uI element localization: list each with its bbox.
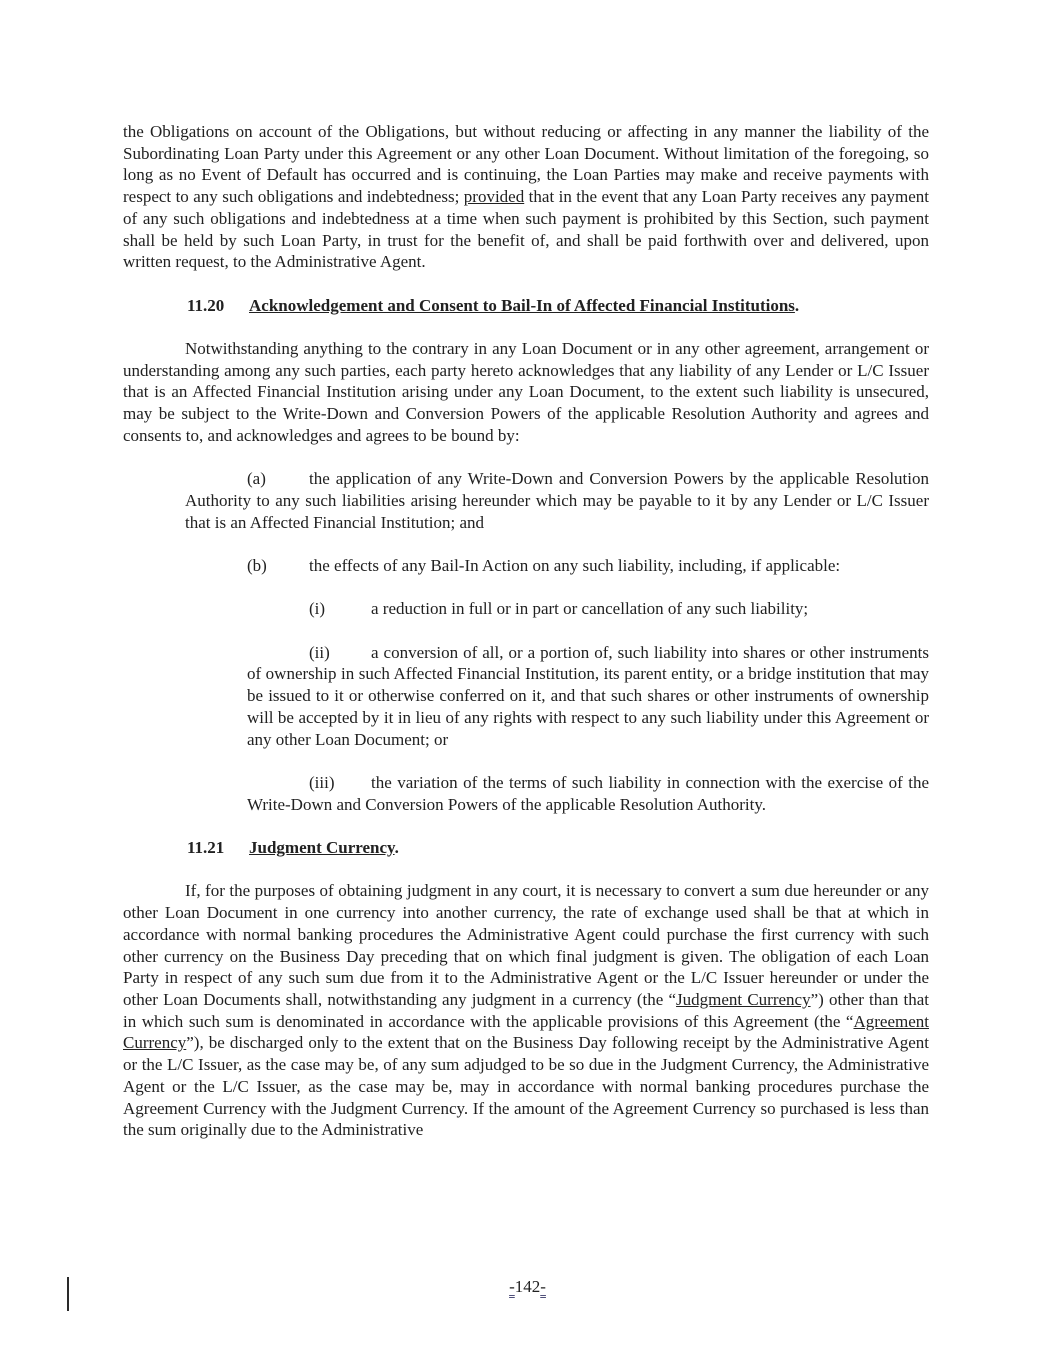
section-title: Judgment Currency [249,838,395,858]
section-heading-11-21 [123,837,929,859]
section-number: 11.20 [187,295,225,315]
section-period: . [394,838,399,858]
list-item-label: (i) [309,599,326,619]
list-item-label: (ii) [309,642,330,662]
list-item-ii [247,642,929,751]
list-item-label: (iii) [309,772,335,792]
list-item-text: the variation of the terms of such liability in connection with the exercise of the Write-Down and Conversion Powers of the applicable Resolution Authority. [247,772,929,814]
list-item-iii [247,772,929,815]
list-item-label: (a) [247,469,266,489]
paragraph-text: ”) other than that in which such sum is denominated in accordance with the applicable provisions of this Agreement (the “ [123,989,929,1031]
list-item-label: (b) [247,556,267,575]
section-number: 11.21 [187,838,225,858]
section-period: . [794,295,800,315]
list-item-b [185,555,929,577]
paragraph-judgment-currency [123,880,929,1140]
page-number-dash-right: - [540,1277,546,1296]
list-item-text: the application of any Write-Down and Conversion Powers by the applicable Resolution Authority to any such liabilities arising hereunder which may be payable to it by any Lender or L/C Issuer that is an Affected Financial Institution; and [185,469,929,532]
section-title: Acknowledgement and Consent to Bail-In of Affected Financial Institutions [249,295,795,315]
document-body [123,121,929,1163]
list-item-text: the effects of any Bail-In Action on any such liability, including, if applicable: [309,556,841,575]
page-number-dash-left: - [509,1277,515,1296]
page-number-value: 142 [514,1277,541,1296]
paragraph-notwithstanding: Notwithstanding anything to the contrary in any Loan Document or in any other agreement, arrangement or understanding among any such parties, each party hereto acknowledges that any liability of any Lender or L/C Issuer that is an Affected Financial Institution arising under any Loan Document, to the extent such liability is unsecured, may be subject to the Write-Down and Conversion Powers of the applicable Resolution Authority and agrees and consents to, and acknowledges and agrees to be bound by: [123,339,929,445]
defined-term-agreement-currency: Agreement Currency [123,1011,929,1053]
paragraph-continuation [123,121,929,273]
list-item-text: a conversion of all, or a portion of, such liability into shares or other instruments of ownership in such Affected Financial Institution, its parent entity, or a bridge institution that may be issued to it or otherwise conferred on it, and that such shares or other instruments of ownership will be accepted by it in lieu of any rights with respect to any such liability under this Agreement or any other Loan Document; or [247,642,929,749]
list-item-i [247,598,929,620]
paragraph-text: that in the event that any Loan Party receives any payment of any such obligations and indebtedness at a time when such payment is prohibited by this Section, such payment shall be held by such Loan Party, in trust for the benefit of, and shall be paid forthwith over and delivered, upon written request, to the Administrative Agent. [123,187,929,272]
paragraph-text: ”), be discharged only to the extent that on the Business Day following receipt by the Administrative Agent or the L/C Issuer, as the case may be, of any sum adjudged to be so due in the Judgment Currency, the Administrative Agent or the L/C Issuer, as the case may be, may in accordance with normal banking procedures purchase the Agreement Currency with the Judgment Currency. If the amount of the Agreement Currency so purchased is less than the sum originally due to the Administrative [123,1033,929,1140]
defined-term-judgment-currency: Judgment Currency [676,989,811,1009]
list-item-text: a reduction in full or in part or cancellation of any such liability; [371,599,809,619]
page-number [0,1276,1055,1298]
section-heading-11-20 [123,295,929,317]
list-item-a [185,468,929,533]
underlined-term-provided: provided [463,187,525,207]
paragraph-text: If, for the purposes of obtaining judgment in any court, it is necessary to convert a sum due hereunder or any other Loan Document in one currency into another currency, the rate of exchange used shall be that at which in accordance with normal banking procedures the Administrative Agent could purchase the first currency with such other currency on the Business Day preceding that on which final judgment is given. The obligation of each Loan Party in respect of any such sum due from it to the Administrative Agent or the L/C Issuer hereunder or under the other Loan Documents shall, notwithstanding any judgment in a currency (the “ [123,881,929,1009]
paragraph-text: the Obligations on account of the Obligations, but without reducing or affecting in any manner the liability of the Subordinating Loan Party under this Agreement or any other Loan Document. Without limitation of the foregoing, so long as no Event of Default has occurred and is continuing, the Loan Parties may make and receive payments with respect to any such obligations and indebtedness; [123,122,929,207]
